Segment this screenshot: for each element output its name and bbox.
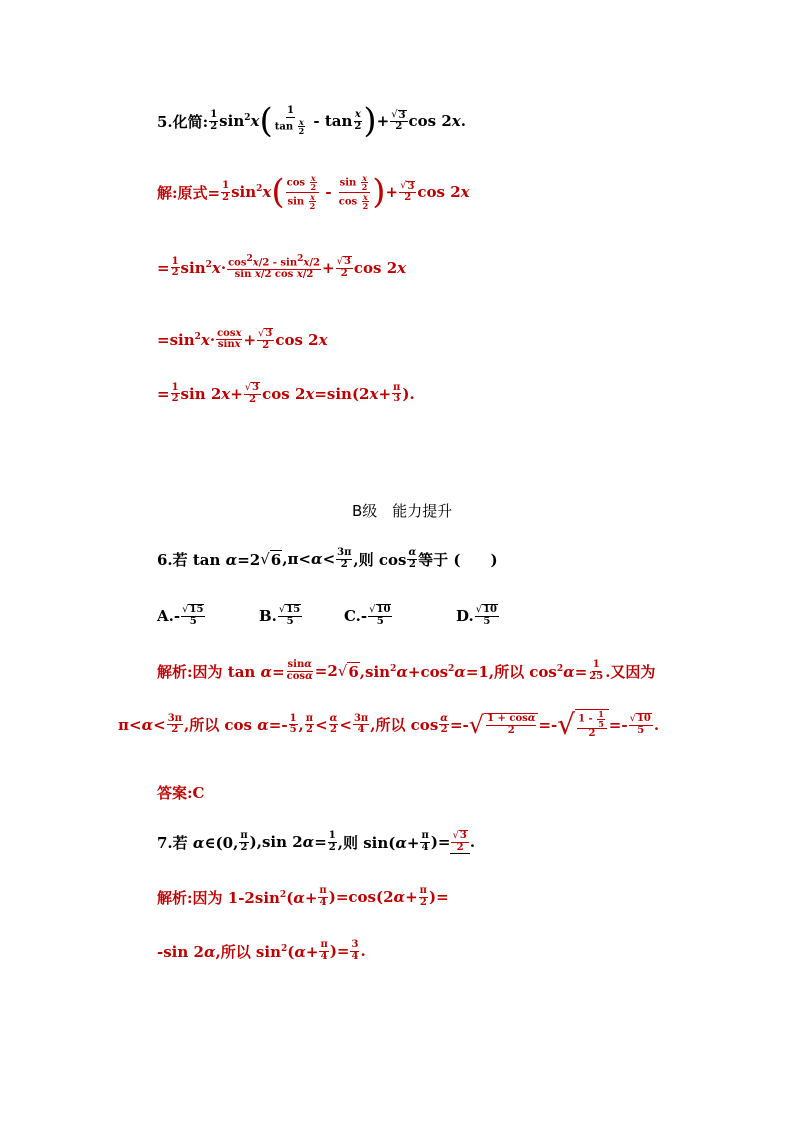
q5-stem: 5.化简: $\frac{1}{2}$ $\sin^2x$ ( 1 tan $\frac{x}{2}$ - tan $\frac{x}{2}$ ) + √ 3 2 cos 2x. <box>157 101 466 141</box>
q5-label: 5.化简: <box>157 112 209 131</box>
q7-analysis-line1: 解析: 因为 $1-2\sin^2(\alpha+$ $\frac{\pi}{4}$ )=cos(2α+ $\frac{\pi}{2}$ )= <box>157 885 449 908</box>
q7-analysis-label: 解析: <box>157 888 193 907</box>
q6-analysis-line2: π<α< $\frac{3\pi}{2}$ ,所以 cos α=- $\frac{1}{5}$ , $\frac{\pi}{2}$ < $\frac{\alpha}{2}$ < $\frac{3\pi}{4}$ ,所以 cos $\frac{\alpha}{2}$ =- √ $\frac{1 + \cos\alpha}{2}$ =- √ 1 - $\frac{1}{5}$ 2 =- √ 10 5 . <box>118 708 660 741</box>
q6-analysis-label: 解析: <box>157 662 193 681</box>
q6-answer-value: C <box>192 783 205 802</box>
q5-solution-line3: $=\sin^2x\cdot$ $\frac{\cos x}{\sin x}$ + √ 3 2 cos 2x <box>157 327 328 351</box>
q6-answer <box>157 782 205 803</box>
q6-option-b[interactable]: B. √ 15 5 <box>259 603 301 627</box>
q7-stem: 7.若 α∈(0, $\frac{\pi}{2}$ ),sin 2α= $\frac{1}{2}$ ,则 sin(α+ $\frac{\pi}{4}$ )= √ 3 2 . <box>157 829 476 853</box>
q6-analysis-line1: 解析: 因为 tan α= $\frac{\sin\alpha}{\cos\alpha}$ =2 √ 6 $,\sin^2\alpha+\cos^2\alpha=1$,所以 $\cos^2\alpha=$ $\frac{1}{25}$ .又因为 <box>157 659 656 682</box>
q5-original: 原式= <box>177 183 221 202</box>
q6-option-c[interactable]: C. - √ 10 5 <box>344 603 391 627</box>
q6-stem: 6.若 tan α=2 √ 6 ,π<α< $\frac{3\pi}{2}$ ,则 cos $\frac{\alpha}{2}$ 等于 ( ) <box>157 547 498 570</box>
section-title: B级 能力提升 <box>352 502 453 520</box>
q6-option-d[interactable]: D. √ 10 5 <box>456 603 497 627</box>
q5-solution-line2: = $\frac{1}{2}$ $\sin^2x\cdot$ $\frac{\cos 2x/2 - \sin 2x/2}{\text{sin x/2 cos x/2}}$ + √ 3 2 cos 2x <box>157 254 407 280</box>
q5-solution-line1: 解: 原式= $\frac{1}{2}$ $\sin^2x$ ( cos $\frac{x}{2}$ sin $\frac{x}{2}$ - sin $\frac{x}{2}$ cos $\frac{x}{2}$ ) + √ 3 2 cos 2x <box>157 172 470 213</box>
q6-option-a[interactable]: A. - √ 15 5 <box>157 603 204 627</box>
q7-analysis-line2: -sin 2α,所以 $\sin^2(\alpha+$ $\frac{\pi}{4}$ )= $\frac{3}{4}$ . <box>157 939 366 962</box>
q6-answer-label: 答案: <box>157 784 193 802</box>
q5-answer-label: 解: <box>157 183 178 202</box>
q5-solution-line4: = $\frac{1}{2}$ sin 2x+ √ 3 2 cos 2x=sin(2x+ $\frac{\pi}{3}$ ). <box>157 381 415 405</box>
